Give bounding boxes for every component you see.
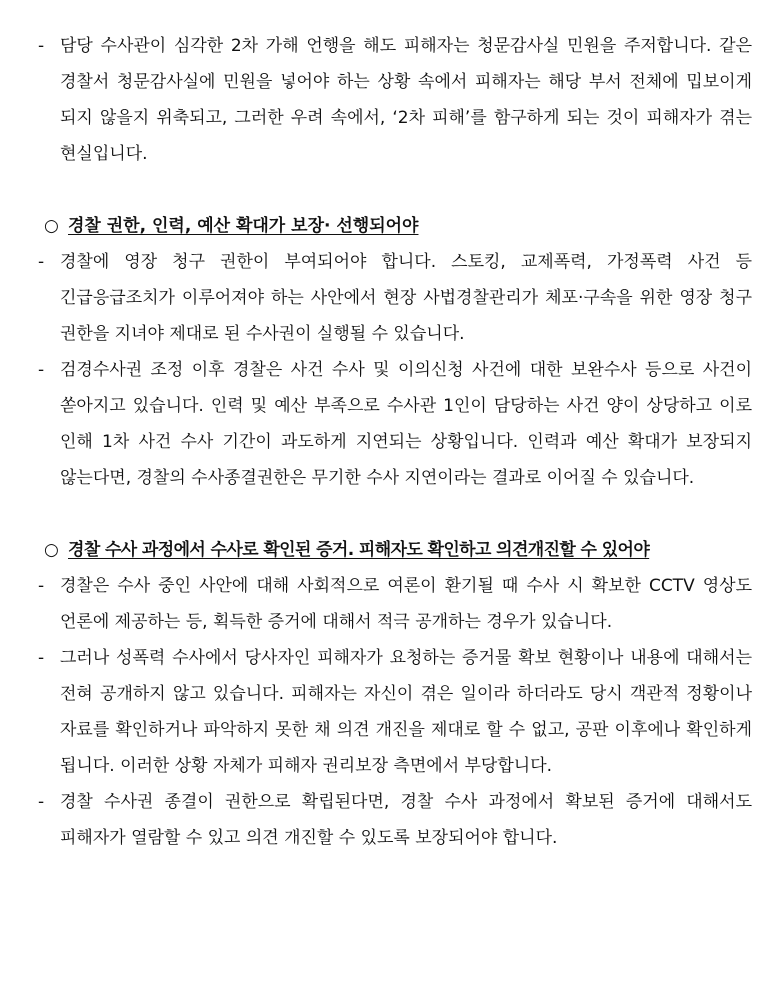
section-title: 경찰 권한, 인력, 예산 확대가 보장· 선행되어야 [68,216,419,236]
circle-marker: ○ [44,540,59,560]
circle-marker: ○ [44,216,59,236]
paragraph-text: 경찰 수사권 종결이 권한으로 확립된다면, 경찰 수사 과정에서 확보된 증거에 대해서도 피해자가 열람할 수 있고 의견 개진할 수 있도록 보장되어야 합니다. [60,792,752,848]
bullet-item [38,352,752,496]
dash-marker: - [38,252,45,272]
dash-marker: - [38,792,45,812]
paragraph-text: 경찰은 수사 중인 사안에 대해 사회적으로 여론이 환기될 때 수사 시 확보한 CCTV 영상도 언론에 제공하는 등, 획득한 증거에 대해서 적극 공개하는 경우가 있습니다. [60,576,752,632]
paragraph-text: 경찰에 영장 청구 권한이 부여되어야 합니다. 스토킹, 교제폭력, 가정폭력 사건 등 긴급응급조치가 이루어져야 하는 사안에서 현장 사법경찰관리가 체포·구속을 위한 영장 청구 권한을 지녀야 제대로 된 수사권이 실행될 수 있습니다. [60,252,752,344]
dash-marker: - [38,648,45,668]
paragraph-text: 검경수사권 조정 이후 경찰은 사건 수사 및 이의신청 사건에 대한 보완수사 등으로 사건이 쏟아지고 있습니다. 인력 및 예산 부족으로 수사관 1인이 담당하는 사건 양이 상당하고 이로 인해 1차 사건 수사 기간이 과도하게 지연되는 상황입니다. 인력과 예산 확대가 보장되지 않는다면, 경찰의 수사종결권한은 무기한 수사 지연이라는 결과로 이어질 수 있습니다. [60,360,752,488]
section-title: 경찰 수사 과정에서 수사로 확인된 증거. 피해자도 확인하고 의견개진할 수 있어야 [68,540,650,560]
dash-marker: - [38,576,45,596]
dash-marker: - [38,36,45,56]
bullet-item [38,28,752,172]
section-body [38,244,752,496]
bullet-item [38,244,752,352]
paragraph-text: 그러나 성폭력 수사에서 당사자인 피해자가 요청하는 증거물 확보 현황이나 내용에 대해서는 전혀 공개하지 않고 있습니다. 피해자는 자신이 겪은 일이라 하더라도 당시 객관적 정황이나 자료를 확인하거나 파악하지 못한 채 의견 개진을 제대로 할 수 없고, 공판 이후에나 확인하게 됩니다. 이러한 상황 자체가 피해자 권리보장 측면에서 부당합니다. [60,648,752,776]
intro-block [38,28,752,172]
bullet-item [38,568,752,640]
bullet-item [38,640,752,784]
section-body [38,568,752,856]
dash-marker: - [38,360,45,380]
paragraph-text: 담당 수사관이 심각한 2차 가해 언행을 해도 피해자는 청문감사실 민원을 주저합니다. 같은 경찰서 청문감사실에 민원을 넣어야 하는 상황 속에서 피해자는 해당 부서 전체에 밉보이게 되지 않을지 위축되고, 그러한 우려 속에서, ‘2차 피해’를 함구하게 되는 것이 피해자가 겪는 현실입니다. [60,36,752,164]
section-heading [38,532,752,568]
section-heading [38,208,752,244]
bullet-item [38,784,752,856]
